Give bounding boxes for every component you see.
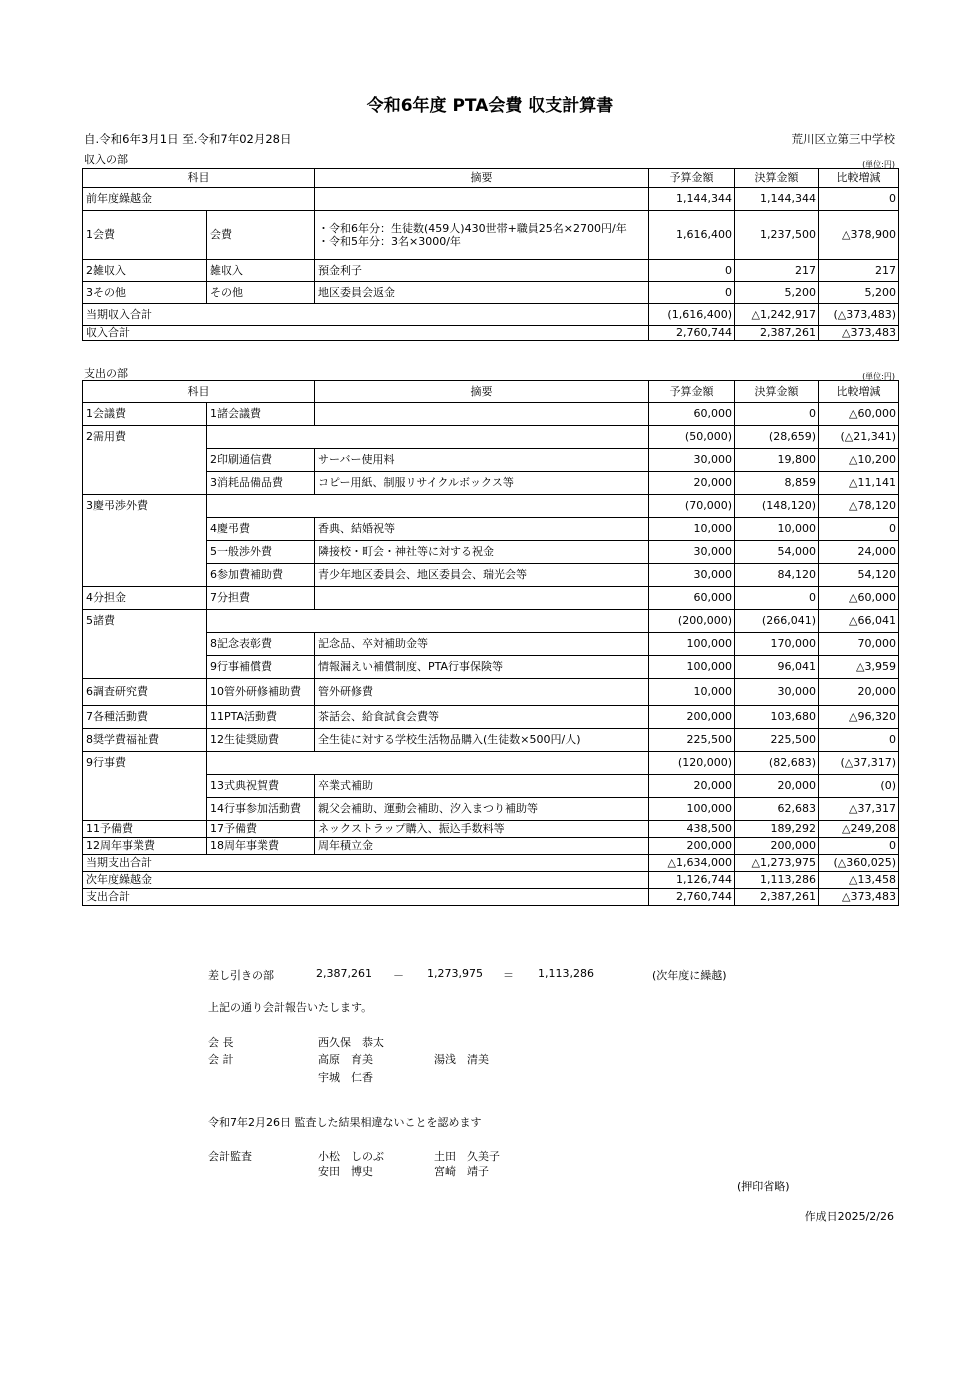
row-diff: △13,458	[819, 872, 899, 889]
row-budget: 438,500	[649, 821, 735, 838]
row-subcategory: 17予備費	[207, 821, 315, 838]
row-diff: △249,208	[819, 821, 899, 838]
balance-expense: 1,273,975	[427, 967, 483, 980]
expense-section-label: 支出の部	[84, 367, 128, 380]
row-actual: 19,800	[735, 449, 819, 472]
row-actual: 84,120	[735, 564, 819, 587]
row-budget: 60,000	[649, 403, 735, 426]
row-actual: 200,000	[735, 838, 819, 855]
row-diff: 70,000	[819, 633, 899, 656]
row-description: コピー用紙、制服リサイクルボックス等	[315, 472, 649, 495]
row-description	[315, 587, 649, 610]
row-diff: △60,000	[819, 587, 899, 610]
row-description: 青少年地区委員会、地区委員会、瑞光会等	[315, 564, 649, 587]
row-budget: 1,616,400	[649, 211, 735, 260]
treasurer-name-3: 宇城 仁香	[318, 1071, 373, 1084]
row-category: 3その他	[83, 282, 207, 304]
income-section-label: 収入の部	[84, 153, 128, 166]
income-header-row	[83, 169, 899, 188]
row-diff: (△360,025)	[819, 855, 899, 872]
row-diff: (0)	[819, 775, 899, 798]
header-description: 摘要	[315, 169, 649, 188]
balance-result: 1,113,286	[538, 967, 594, 980]
row-diff: (△21,341)	[819, 426, 899, 449]
table-row	[83, 495, 899, 518]
auditor-name-2: 土田 久美子	[434, 1150, 500, 1163]
table-row	[83, 872, 899, 889]
row-actual: 2,387,261	[735, 326, 819, 341]
header-budget: 予算金額	[649, 169, 735, 188]
treasurer-label: 会 計	[208, 1053, 234, 1066]
row-description	[315, 403, 649, 426]
row-category: 9行事費	[83, 752, 207, 821]
balance-note: (次年度に繰越)	[652, 969, 727, 982]
table-row	[83, 706, 899, 729]
balance-label: 差し引きの部	[208, 969, 274, 982]
row-diff: 0	[819, 729, 899, 752]
row-diff: 0	[819, 838, 899, 855]
row-category: 1会費	[83, 211, 207, 260]
table-row	[83, 188, 899, 211]
row-actual: 20,000	[735, 775, 819, 798]
row-budget: 2,760,744	[649, 326, 735, 341]
row-diff: 20,000	[819, 679, 899, 706]
row-diff: 217	[819, 260, 899, 282]
table-row	[83, 679, 899, 706]
row-subcategory: 14行事参加活動費	[207, 798, 315, 821]
balance-equals: ＝	[503, 969, 514, 982]
row-description: サーバー使用料	[315, 449, 649, 472]
row-description: 茶話会、給食試食会費等	[315, 706, 649, 729]
row-budget: (1,616,400)	[649, 304, 735, 326]
table-row	[83, 729, 899, 752]
row-budget: (200,000)	[649, 610, 735, 633]
row-actual: 103,680	[735, 706, 819, 729]
header-subject: 科目	[83, 169, 315, 188]
row-subcategory: 雑収入	[207, 260, 315, 282]
row-budget: 1,126,744	[649, 872, 735, 889]
row-diff: 0	[819, 518, 899, 541]
table-row	[83, 403, 899, 426]
row-category: 支出合計	[83, 889, 649, 906]
row-category: 7各種活動費	[83, 706, 207, 729]
row-budget: △1,634,000	[649, 855, 735, 872]
audit-text: 令和7年2月26日 監査した結果相違ないことを認めます	[208, 1116, 482, 1129]
auditor-label: 会計監査	[208, 1150, 252, 1163]
row-budget: 100,000	[649, 656, 735, 679]
row-category: 当期収入合計	[83, 304, 649, 326]
row-category: 1会議費	[83, 403, 207, 426]
row-actual: 8,859	[735, 472, 819, 495]
chair-label: 会 長	[208, 1036, 234, 1049]
report-text: 上記の通り会計報告いたします。	[208, 1001, 373, 1014]
table-row	[83, 326, 899, 341]
row-diff: △60,000	[819, 403, 899, 426]
row-budget: 30,000	[649, 541, 735, 564]
row-diff: △373,483	[819, 889, 899, 906]
row-category: 8奨学費福祉費	[83, 729, 207, 752]
row-budget: (50,000)	[649, 426, 735, 449]
period-text: 自.令和6年3月1日 至.令和7年02月28日	[84, 132, 292, 146]
balance-minus: －	[393, 969, 404, 982]
row-actual: 30,000	[735, 679, 819, 706]
row-actual: 170,000	[735, 633, 819, 656]
row-description: 隣接校・町会・神社等に対する祝金	[315, 541, 649, 564]
row-budget: 200,000	[649, 706, 735, 729]
table-row	[83, 821, 899, 838]
row-subcategory: 7分担費	[207, 587, 315, 610]
row-description: 記念品、卒対補助金等	[315, 633, 649, 656]
treasurer-name-2: 湯浅 清美	[434, 1053, 489, 1066]
row-actual: 54,000	[735, 541, 819, 564]
row-category: 前年度繰越金	[83, 188, 315, 211]
income-table	[82, 168, 899, 341]
row-actual: 10,000	[735, 518, 819, 541]
row-diff: 24,000	[819, 541, 899, 564]
row-diff: △11,141	[819, 472, 899, 495]
row-actual: 1,144,344	[735, 188, 819, 211]
row-subcategory: 18周年事業費	[207, 838, 315, 855]
row-category: 6調査研究費	[83, 679, 207, 706]
row-actual: (266,041)	[735, 610, 819, 633]
expense-header-row	[83, 381, 899, 403]
header-actual: 決算金額	[735, 381, 819, 403]
row-actual: △1,242,917	[735, 304, 819, 326]
row-budget: 60,000	[649, 587, 735, 610]
row-category: 収入合計	[83, 326, 649, 341]
row-description	[315, 211, 649, 260]
row-budget: 20,000	[649, 775, 735, 798]
row-budget: (120,000)	[649, 752, 735, 775]
header-budget: 予算金額	[649, 381, 735, 403]
row-budget: 0	[649, 282, 735, 304]
row-description: 香典、結婚祝等	[315, 518, 649, 541]
row-diff: △378,900	[819, 211, 899, 260]
table-row	[83, 426, 899, 449]
row-budget: 100,000	[649, 633, 735, 656]
row-actual: 2,387,261	[735, 889, 819, 906]
header-subject: 科目	[83, 381, 315, 403]
row-subcategory: 5一般渉外費	[207, 541, 315, 564]
table-row	[83, 838, 899, 855]
table-row	[83, 304, 899, 326]
header-description: 摘要	[315, 381, 649, 403]
row-subcategory: 8記念表彰費	[207, 633, 315, 656]
row-budget: 1,144,344	[649, 188, 735, 211]
row-subcategory: 12生徒奨励費	[207, 729, 315, 752]
row-category: 2雑収入	[83, 260, 207, 282]
table-row	[83, 855, 899, 872]
row-description: 周年積立金	[315, 838, 649, 855]
row-group-spacer	[207, 610, 649, 633]
row-subcategory: 2印刷通信費	[207, 449, 315, 472]
row-actual: 62,683	[735, 798, 819, 821]
row-diff: △37,317	[819, 798, 899, 821]
row-diff: △373,483	[819, 326, 899, 341]
row-subcategory: 4慶弔費	[207, 518, 315, 541]
row-actual: (82,683)	[735, 752, 819, 775]
row-subcategory: 会費	[207, 211, 315, 260]
row-diff: (△37,317)	[819, 752, 899, 775]
row-budget: 0	[649, 260, 735, 282]
table-row	[83, 282, 899, 304]
row-actual: 1,237,500	[735, 211, 819, 260]
header-diff: 比較増減	[819, 381, 899, 403]
row-budget: 10,000	[649, 518, 735, 541]
row-actual: 5,200	[735, 282, 819, 304]
row-diff: △10,200	[819, 449, 899, 472]
row-category: 11予備費	[83, 821, 207, 838]
row-group-spacer	[207, 426, 649, 449]
row-diff: △3,959	[819, 656, 899, 679]
row-budget: 30,000	[649, 449, 735, 472]
table-row	[83, 587, 899, 610]
row-budget: (70,000)	[649, 495, 735, 518]
auditor-name-4: 宮崎 靖子	[434, 1165, 489, 1178]
row-description: 管外研修費	[315, 679, 649, 706]
row-diff: 0	[819, 188, 899, 211]
row-actual: 189,292	[735, 821, 819, 838]
row-category: 2需用費	[83, 426, 207, 495]
header-diff: 比較増減	[819, 169, 899, 188]
row-category: 3慶弔渉外費	[83, 495, 207, 587]
row-diff: (△373,483)	[819, 304, 899, 326]
table-row	[83, 211, 899, 260]
table-row	[83, 889, 899, 906]
row-subcategory: 3消耗品備品費	[207, 472, 315, 495]
row-subcategory: その他	[207, 282, 315, 304]
header-actual: 決算金額	[735, 169, 819, 188]
table-row	[83, 610, 899, 633]
expense-unit: (単位:円)	[862, 372, 895, 381]
row-description: 預金利子	[315, 260, 649, 282]
row-actual: 225,500	[735, 729, 819, 752]
row-diff: △66,041	[819, 610, 899, 633]
row-description	[315, 188, 649, 211]
row-description: 全生徒に対する学校生活物品購入(生徒数×500円/人)	[315, 729, 649, 752]
row-actual: 217	[735, 260, 819, 282]
balance-income: 2,387,261	[316, 967, 372, 980]
row-category: 5諸費	[83, 610, 207, 679]
auditor-name-3: 安田 博史	[318, 1165, 373, 1178]
row-description-line2: ・令和5年分：3名×3000/年	[318, 235, 461, 248]
row-budget: 10,000	[649, 679, 735, 706]
row-diff: △96,320	[819, 706, 899, 729]
row-budget: 20,000	[649, 472, 735, 495]
document-title: 令和6年度 PTA会費 収支計算書	[366, 96, 614, 116]
row-category: 当期支出合計	[83, 855, 649, 872]
treasurer-name-1: 高原 育美	[318, 1053, 373, 1066]
row-group-spacer	[207, 495, 649, 518]
row-diff: 54,120	[819, 564, 899, 587]
row-subcategory: 9行事補償費	[207, 656, 315, 679]
row-actual: (28,659)	[735, 426, 819, 449]
row-subcategory: 10管外研修補助費	[207, 679, 315, 706]
row-budget: 100,000	[649, 798, 735, 821]
row-subcategory: 1諸会議費	[207, 403, 315, 426]
row-actual: △1,273,975	[735, 855, 819, 872]
row-description: 情報漏えい補償制度、PTA行事保険等	[315, 656, 649, 679]
auditor-name-1: 小松 しのぶ	[318, 1150, 384, 1163]
table-row	[83, 260, 899, 282]
row-subcategory: 6参加費補助費	[207, 564, 315, 587]
row-actual: 96,041	[735, 656, 819, 679]
income-unit: (単位:円)	[862, 160, 895, 169]
row-budget: 200,000	[649, 838, 735, 855]
row-subcategory: 11PTA活動費	[207, 706, 315, 729]
row-description: 地区委員会返金	[315, 282, 649, 304]
row-budget: 225,500	[649, 729, 735, 752]
row-description: ネックストラップ購入、振込手数料等	[315, 821, 649, 838]
seal-note: (押印省略)	[737, 1180, 790, 1193]
row-actual: 1,113,286	[735, 872, 819, 889]
created-date: 作成日2025/2/26	[804, 1210, 894, 1223]
row-description-line1: ・令和6年分：生徒数(459人)430世帯+職員25名×2700円/年	[318, 221, 627, 235]
row-budget: 2,760,744	[649, 889, 735, 906]
expense-table	[82, 380, 899, 906]
row-category: 4分担金	[83, 587, 207, 610]
row-actual: 0	[735, 403, 819, 426]
row-actual: 0	[735, 587, 819, 610]
row-category: 次年度繰越金	[83, 872, 649, 889]
row-group-spacer	[207, 752, 649, 775]
row-diff: △78,120	[819, 495, 899, 518]
row-budget: 30,000	[649, 564, 735, 587]
chair-name: 西久保 恭太	[318, 1036, 384, 1049]
school-name: 荒川区立第三中学校	[791, 132, 895, 146]
row-diff: 5,200	[819, 282, 899, 304]
table-row	[83, 752, 899, 775]
row-subcategory: 13式典祝賀費	[207, 775, 315, 798]
row-actual: (148,120)	[735, 495, 819, 518]
row-description: 親父会補助、運動会補助、汐入まつり補助等	[315, 798, 649, 821]
row-category: 12周年事業費	[83, 838, 207, 855]
row-description: 卒業式補助	[315, 775, 649, 798]
